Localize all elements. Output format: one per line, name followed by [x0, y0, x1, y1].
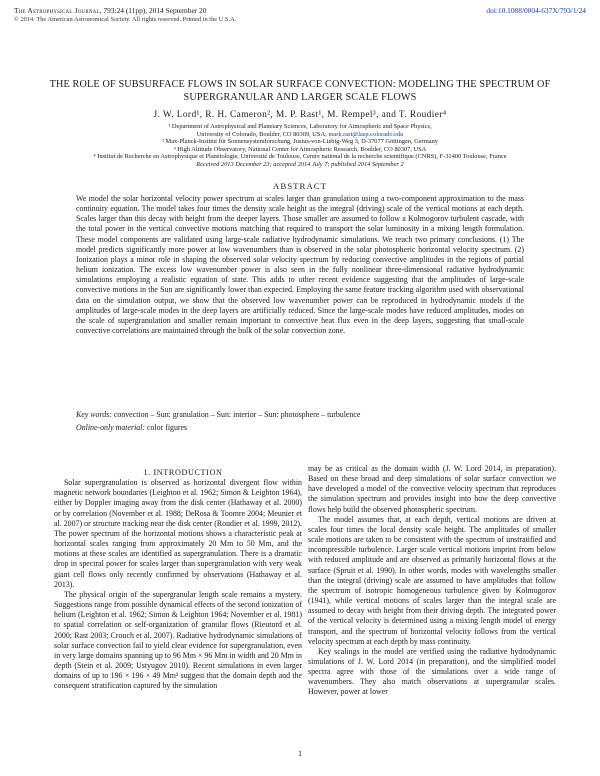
doi-link[interactable]: doi:10.1088/0004-637X/793/1/24	[486, 6, 586, 15]
volume-info: , 793:24 (11pp), 2014 September 20	[99, 6, 207, 15]
paragraph: may be as critical as the domain width (J. W. Lord 2014, in preparation). Based on these broad and deep simulations of solar surface convection we have developed a model of the convective velocity spectrum that reproduces the simulation spectrum and provides insight into how the deep convective flows help build the observed photospheric spectrum.	[308, 464, 556, 514]
affiliation-1-address: University of Colorado, Boulder, CO 80309, USA;	[196, 130, 329, 138]
paragraph: Solar supergranulation is observed as horizontal divergent flow within magnetic network boundaries (Leighton et al. 1962; Simon & Leighton 1964), either by Doppler imaging away from the disk center (Hathaway et al. 2000) or by correlation (November et al. 1988; DeRosa & Toomre 2004; Meunier et al. 2007) or structure tracking near the disk center (Roudier et al. 1999, 2012). The power spectrum of the horizontal motions shows a characteristic peak at horizontal scales ranging from approximately 20 Mm to 50 Mm, and the motions at these scales are identified as supergranulation. There is a dramatic drop in spectral power for scales larger than supergranulation with very weak giant cell flows only recently confirmed by observations (Hathaway et al. 2013).	[54, 478, 302, 589]
affiliation-3: ³ High Altitude Observatory, National Center for Atmospheric Research, Boulder, CO 80307, USA	[173, 145, 427, 153]
affiliation-1: ¹ Department of Astrophysical and Planetary Sciences, Laboratory for Atmospheric and Space Physics,	[168, 123, 432, 130]
keywords-label: Key words:	[76, 410, 112, 419]
page-number: 1	[298, 749, 302, 758]
keywords-list: convection – Sun: granulation – Sun: interior – Sun: photosphere – turbulence	[111, 410, 361, 419]
affiliation-1-cont	[20, 131, 580, 139]
section-heading-introduction: 1. INTRODUCTION	[143, 468, 223, 477]
affiliations	[20, 123, 580, 169]
paragraph: The model assumes that, at each depth, vertical motions are driven at scales four times the local density scale height. The amplitudes of smaller scale motions are taken to be consistent with the spectrum of unstratified and incompressible turbulence. Larger scale vertical motions imprint from below with reduced amplitude and are observed as primarily horizontal flows at the surface (Spruit et al. 1990). In other words, modes with wavelengths smaller than the integral (driving) scale are assumed to have amplitudes that follow the spectrum of isotropic homogeneous turbulence given by Kolmogorov (1941), while vertical motions of scales larger than the integral scale are assumed to decay with height from their driving depth. The integrated power of the vertical velocity is determined using a mixing length model of energy transport, and the spectrum of horizontal velocity follows from the vertical velocity spectrum at each depth by mass continuity.	[308, 514, 556, 646]
affiliation-4: ⁴ Institut de Recherche en Astrophysique et Planétologie, Université de Toulouse, Centre national de la recherche scientifique (CNRS), F-31400 Toulouse, France	[93, 153, 507, 161]
publication-dates: Received 2013 December 23; accepted 2014 July 7; published 2014 September 2	[196, 160, 404, 168]
paper-title: THE ROLE OF SUBSURFACE FLOWS IN SOLAR SURFACE CONVECTION: MODELING THE SPECTRUM OF SUPERGRANULAR AND LARGER SCALE FLOWS	[49, 79, 551, 103]
keywords-line	[76, 410, 524, 420]
paragraph: The physical origin of the supergranular length scale remains a mystery. Suggestions range from possible dynamical effects of the second ionization of helium (Leighton et al. 1962; Simon & Leighton 1964; November et al. 1981) to spatial correlation or self-organization of granular flows (Rieutord et al. 2000; Rast 2003; Crouch et al. 2007). Radiative hydrodynamic simulations of solar surface convection fail to yield clear evidence for supergranulation, even in very large domains spanning up to 96 Mm × 96 Mm in width and 20 Mm in depth (Stein et al. 2009; Ustyugov 2010). Recent simulations in even larger domains of up to 196 × 196 × 49 Mm³ suggest that the domain depth and the consequent stratification captured by the simulation	[54, 589, 302, 691]
left-column	[54, 468, 302, 691]
online-material-value: color figures	[145, 423, 188, 432]
email-link[interactable]: mark.rast@lasp.colorado.edu	[328, 130, 404, 138]
abstract-heading: ABSTRACT	[273, 181, 327, 191]
affiliation-2: ² Max-Planck-Institut für Sonnensystemforschung, Justus-von-Liebig-Weg 3, D-37077 Göttingen, Germany	[162, 138, 438, 146]
abstract-text: We model the solar horizontal velocity power spectrum at scales larger than granulation using a two-component approximation to the mass continuity equation. The model takes four times the density scale height as the integral (driving) scale of the vertical motions at each depth. Scales larger than this decay with height from the deeper layers. Those smaller are assumed to follow a Kolmogorov turbulent cascade, with the total power in the vertical convective motions matching that required to transport the solar luminosity in a mixing length formulation. These model components are validated using large-scale radiative hydrodynamic simulations. We reach two primary conclusions. (1) The model predicts significantly more power at low wavenumbers than is observed in the solar photospheric horizontal velocity spectrum. (2) Ionization plays a minor role in shaping the observed solar velocity spectrum by reducing convective amplitudes in the regions of partial helium ionization. The excess low wavenumber power is also seen in the fully nonlinear three-dimensional radiative hydrodynamic simulations employing a realistic equation of state. This adds to other recent evidence suggesting that the amplitudes of large-scale convective motions in the Sun are significantly lower than expected. Employing the same feature tracking algorithm used with observational data on the simulation output, we show that the observed low wavenumber power can be reproduced in hydrodynamic models if the amplitudes of large-scale modes in the deep layers are artificially reduced. Since the large-scale modes have reduced amplitudes, modes on the scale of supergranulation and smaller remain important to convective heat flux even in the deep layers, suggesting that small-scale convective correlations are maintained through the bulk of the solar convection zone.	[76, 194, 524, 336]
author-list: J. W. Lord¹, R. H. Cameron², M. P. Rast¹, M. Rempel³, and T. Roudier⁴	[153, 110, 447, 120]
paragraph: Key scalings in the model are verified using the radiative hydrodynamic simulations of J. W. Lord 2014 (in preparation), and the simplified model spectra agree with those of the simulations over a wide range of wavenumbers. They also match observations at supergranular scales. However, power at lower	[308, 646, 556, 697]
online-material-line	[76, 423, 524, 433]
journal-name: The Astrophysical Journal	[14, 6, 100, 15]
right-column	[308, 464, 556, 698]
online-material-label: Online-only material:	[76, 423, 146, 432]
journal-citation	[14, 6, 206, 15]
copyright-line: © 2014. The American Astronomical Society. All rights reserved. Printed in the U.S.A.	[14, 16, 237, 23]
